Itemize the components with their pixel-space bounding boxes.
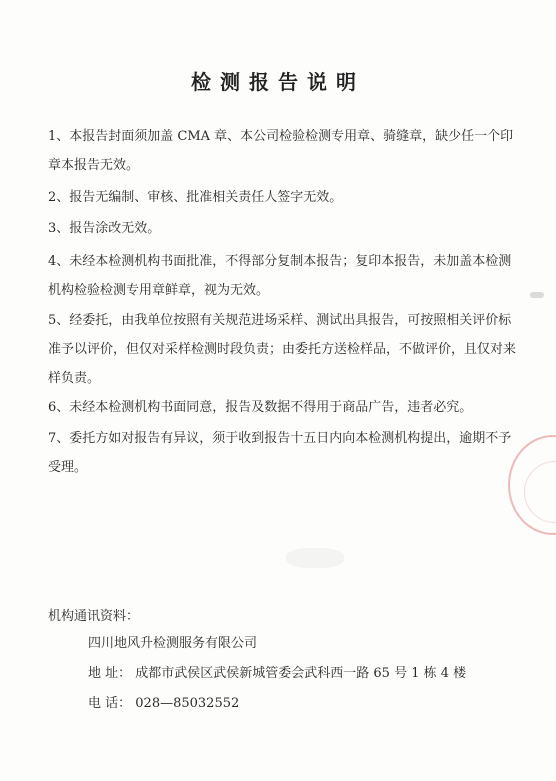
contact-org-text: 四川地风升检测服务有限公司 [88,636,258,651]
item-2 [48,183,518,212]
item-3-text: 3、报告涂改无效。 [48,221,161,236]
item-5-text: 5、经委托，由我单位按照有关规范进场采样、测试出具报告，可按照相关评价标准予以评价，但仅对采样检测时段负责；由委托方送检样品，不做评价，且仅对来样负责。 [48,313,517,386]
contact-phone-text: 028—85032552 [135,696,240,711]
faint-watermark [286,548,344,568]
item-7-text: 7、委托方如对报告有异议，须于收到报告十五日内向本检测机构提出，逾期不予受理。 [48,431,512,475]
contact-phone-label: 电 话： [88,696,132,711]
item-1-text: 1、本报告封面须加盖 CMA 章、本公司检验检测专用章、骑缝章，缺少任一个印章本报告无效。 [48,129,514,173]
contact-address-label: 地 址： [88,666,132,681]
item-2-text: 2、报告无编制、审核、批准相关责任人签字无效。 [48,190,343,205]
page-title: 检测报告说明 [191,70,365,94]
contact-phone [88,692,239,711]
item-4 [48,247,518,305]
item-1 [48,122,518,180]
contact-org [88,632,257,651]
item-4-text: 4、未经本检测机构书面批准，不得部分复制本报告；复印本报告，未加盖本检测机构检验检测专用章鲜章，视为无效。 [48,254,512,298]
item-7 [48,424,518,482]
contact-address [88,662,466,681]
contact-address-text: 成都市武侯区武侯新城管委会武科西一路 65 号 1 栋 4 楼 [135,666,467,681]
item-6-text: 6、未经本检测机构书面同意，报告及数据不得用于商品广告，违者必究。 [48,400,473,415]
seal-stamp-inner-ring [524,461,556,523]
contact-heading: 机构通讯资料： [48,609,140,624]
item-3 [48,214,518,243]
item-6 [48,393,518,422]
item-5 [48,306,518,393]
ink-speck [530,292,544,298]
